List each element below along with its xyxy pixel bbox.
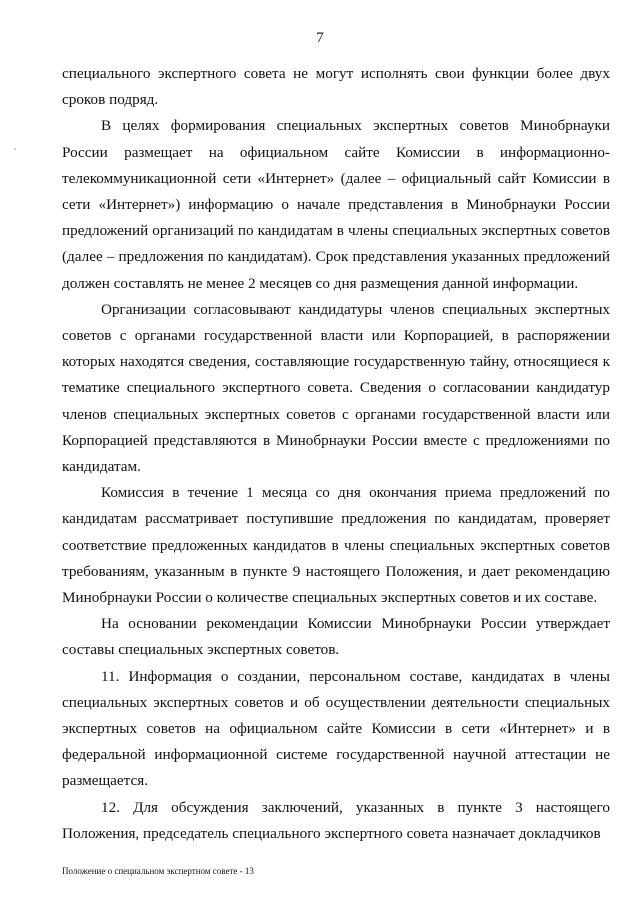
page-footer: Положение о специальном экспертном совете - 13 — [62, 866, 254, 876]
paragraph-commission-review: Комиссия в течение 1 месяца со дня окончания приема предложений по кандидатам рассматривает поступившие предложения по кандидатам, проверяет соответствие предложенных кандидатов в члены специальных экспертных советов требованиям, указанным в пункте 9 настоящего Положения, и дает рекомендацию Минобрнауки России о количестве специальных экспертных советов и их составе. — [62, 484, 610, 607]
paragraph-continuation: специального экспертного совета не могут исполнять свои функции более двух сроков подряд. — [62, 65, 610, 109]
document-body — [62, 61, 610, 847]
paragraph-item-12: 12. Для обсуждения заключений, указанных в пункте 3 настоящего Положения, председатель специального экспертного совета назначает докладчиков — [62, 798, 610, 842]
page-number: 7 — [316, 30, 324, 46]
paragraph-composition-approval: На основании рекомендации Комиссии Минобрнауки России утверждает составы специальных экспертных советов. — [62, 615, 610, 659]
paragraph-item-11: 11. Информация о создании, персональном составе, кандидатах в члены специальных экспертных советов и об осуществлении деятельности специальных экспертных советов на официальном сайте Комиссии в сети «Интернет» и в федеральной информационной системе государственной научной аттестации не размещается. — [62, 667, 610, 790]
scan-speck — [14, 148, 16, 150]
paragraph-expert-council-formation: В целях формирования специальных экспертных советов Минобрнауки России размещает на официальном сайте Комиссии в информационно-телекоммуникационной сети «Интернет» (далее – официальный сайт Комиссии в сети «Интернет») информацию о начале представления в Минобрнауки России предложений организаций по кандидатам в члены специальных экспертных советов (далее – предложения по кандидатам). Срок представления указанных предложений должен составлять не менее 2 месяцев со дня размещения данной информации. — [62, 117, 610, 292]
paragraph-candidate-approval: Организации согласовывают кандидатуры членов специальных экспертных советов с органами государственной власти или Корпорацией, в распоряжении которых находятся сведения, составляющие государственную тайну, относящиеся к тематике специального экспертного совета. Сведения о согласовании кандидатур членов специальных экспертных советов с органами государственной власти или Корпорацией представляются в Минобрнауки России вместе с предложениями по кандидатам. — [62, 300, 610, 476]
